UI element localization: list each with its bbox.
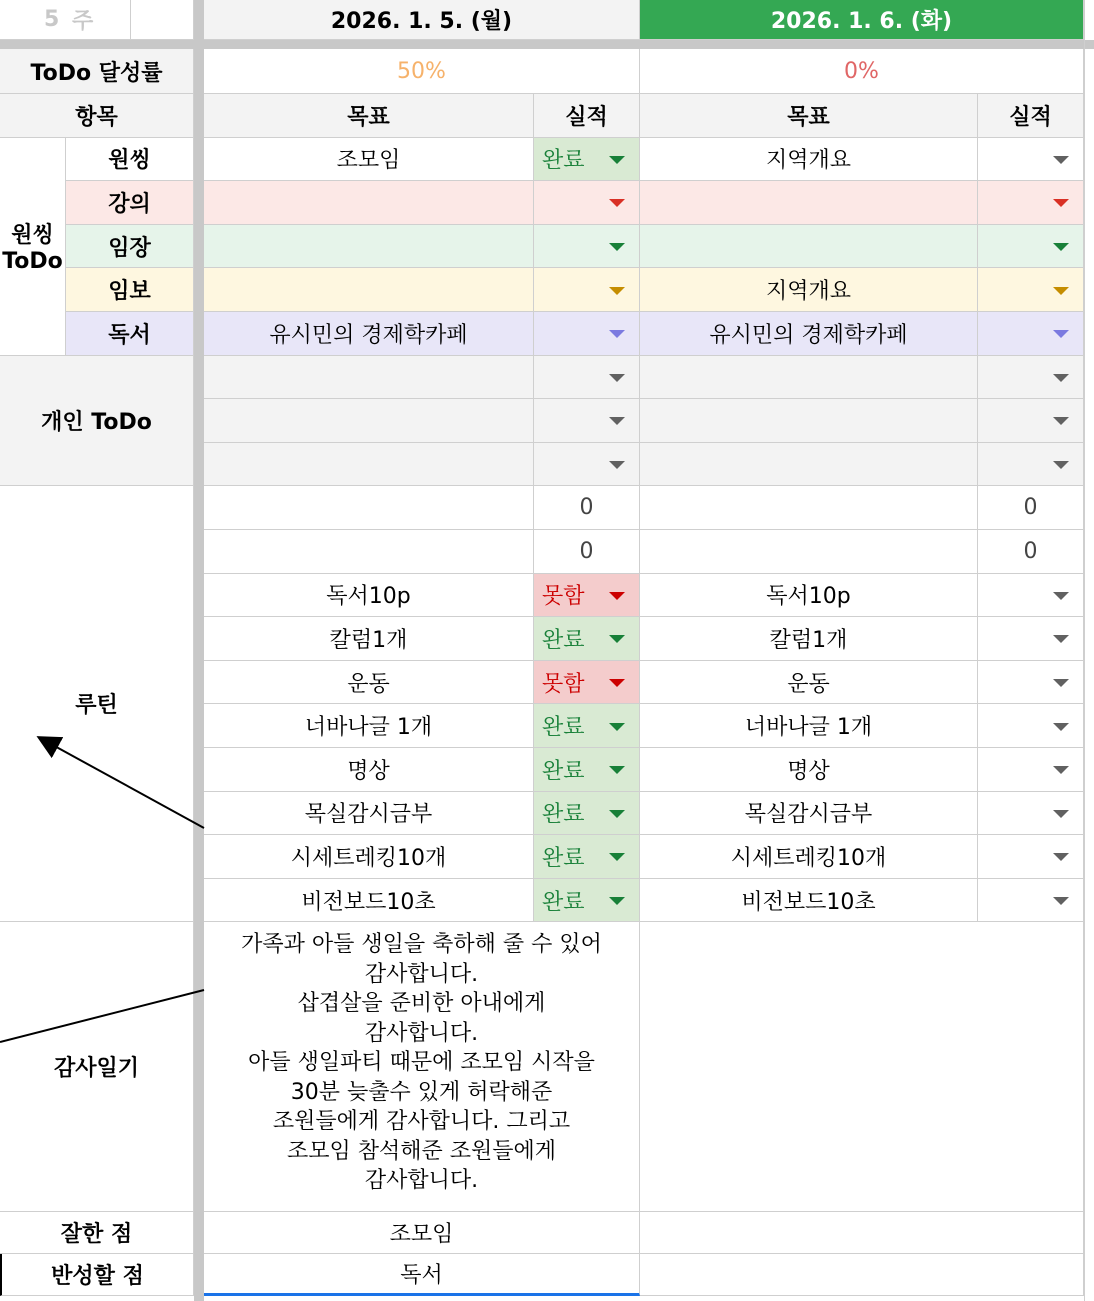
result-header: 실적 bbox=[978, 94, 1084, 138]
reflection-label: 반성할 점 bbox=[0, 1254, 194, 1296]
result-value: 완료 bbox=[542, 845, 585, 871]
goal-header: 목표 bbox=[640, 94, 978, 138]
routine-goal[interactable]: 비전보드10초 bbox=[204, 879, 534, 923]
result-value: 완료 bbox=[542, 715, 585, 741]
achievement-value: 50% bbox=[204, 49, 640, 94]
week-label: 주 bbox=[72, 9, 94, 34]
good-point-value[interactable]: 조모임 bbox=[204, 1212, 640, 1254]
gratitude-entry[interactable]: 가족과 아들 생일을 축하해 줄 수 있어 감사합니다. 삽겹살을 준비한 아내에게 감사합니다. 아들 생일파티 때문에 조모임 시작을 30분 늦출수 있게 허락해준 조원들에게 감사합니다. 그리고 조모임 참석해준 조원들에게 감사합니다. bbox=[204, 922, 640, 1212]
week-number: 5 bbox=[44, 7, 60, 32]
routine-goal[interactable]: 목실감시금부 bbox=[640, 792, 978, 836]
routine-goal[interactable]: 독서10p bbox=[640, 574, 978, 618]
goal-cell[interactable]: 지역개요 bbox=[640, 138, 978, 182]
onething-category: 독서 bbox=[66, 312, 194, 356]
goal-cell[interactable]: 지역개요 bbox=[640, 268, 978, 312]
routine-goal[interactable]: 명상 bbox=[204, 748, 534, 792]
onething-group-label-line: ToDo bbox=[2, 249, 63, 275]
count-cell: 0 bbox=[534, 486, 640, 530]
routine-goal[interactable]: 시세트레킹10개 bbox=[204, 835, 534, 879]
item-header: 항목 bbox=[0, 94, 194, 138]
result-value: 완료 bbox=[542, 148, 585, 174]
good-point-label: 잘한 점 bbox=[0, 1212, 194, 1254]
goal-cell[interactable]: 유시민의 경제학카페 bbox=[204, 312, 534, 356]
result-value: 완료 bbox=[542, 889, 585, 915]
routine-goal[interactable]: 칼럼1개 bbox=[640, 617, 978, 661]
routine-goal[interactable]: 비전보드10초 bbox=[640, 879, 978, 923]
routine-label: 루틴 bbox=[0, 486, 194, 922]
routine-goal[interactable]: 운동 bbox=[204, 661, 534, 705]
onething-category: 임보 bbox=[66, 268, 194, 312]
achievement-value: 0% bbox=[640, 49, 1084, 94]
arrow-line-routine bbox=[40, 738, 204, 828]
result-header: 실적 bbox=[534, 94, 640, 138]
count-cell: 0 bbox=[534, 530, 640, 574]
achievement-label: ToDo 달성률 bbox=[0, 49, 194, 94]
count-cell: 0 bbox=[978, 530, 1084, 574]
onething-group-label-line: 원씽 bbox=[11, 223, 54, 249]
count-cell: 0 bbox=[978, 486, 1084, 530]
day-header-0: 2026. 1. 5. (월) bbox=[204, 0, 640, 40]
goal-header: 목표 bbox=[204, 94, 534, 138]
onething-category: 원씽 bbox=[66, 138, 194, 182]
result-value: 완료 bbox=[542, 802, 585, 828]
result-value: 못함 bbox=[542, 671, 585, 697]
gratitude-label: 감사일기 bbox=[0, 922, 194, 1212]
personal-todo-label: 개인 ToDo bbox=[0, 356, 194, 487]
result-value: 못함 bbox=[542, 584, 585, 610]
routine-goal[interactable]: 목실감시금부 bbox=[204, 792, 534, 836]
result-value: 완료 bbox=[542, 627, 585, 653]
goal-cell[interactable]: 조모임 bbox=[204, 138, 534, 182]
routine-goal[interactable]: 명상 bbox=[640, 748, 978, 792]
reflection-value[interactable]: 독서 bbox=[204, 1254, 640, 1296]
routine-goal[interactable]: 시세트레킹10개 bbox=[640, 835, 978, 879]
routine-goal[interactable]: 독서10p bbox=[204, 574, 534, 618]
result-value: 완료 bbox=[542, 758, 585, 784]
goal-cell[interactable]: 유시민의 경제학카페 bbox=[640, 312, 978, 356]
onething-category: 임장 bbox=[66, 225, 194, 269]
day-header-1: 2026. 1. 6. (화) bbox=[640, 0, 1084, 40]
routine-goal[interactable]: 운동 bbox=[640, 661, 978, 705]
routine-goal[interactable]: 너바나글 1개 bbox=[204, 704, 534, 748]
routine-goal[interactable]: 칼럼1개 bbox=[204, 617, 534, 661]
arrow-line-gratitude bbox=[0, 990, 204, 1042]
onething-category: 강의 bbox=[66, 181, 194, 225]
routine-goal[interactable]: 너바나글 1개 bbox=[640, 704, 978, 748]
